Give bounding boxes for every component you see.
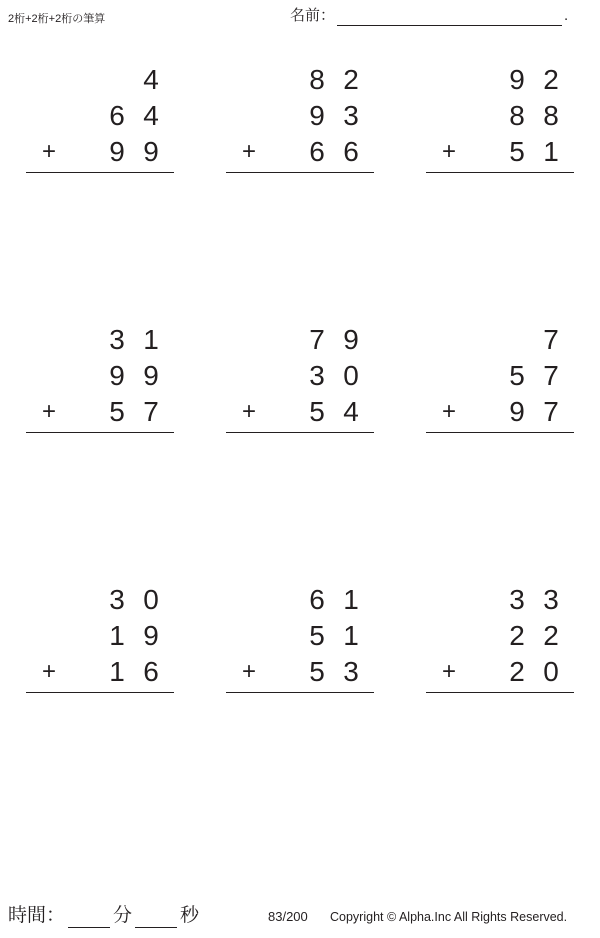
plus-operator: +	[442, 398, 457, 425]
digit-tens: 3	[109, 584, 125, 615]
addend-line-2	[426, 618, 574, 654]
problem-6	[426, 322, 574, 469]
digit-group	[458, 582, 574, 618]
digit-tens: 2	[509, 656, 525, 687]
digit-tens: 1	[109, 656, 125, 687]
digit-tens: 2	[509, 620, 525, 651]
digit-ones: 2	[343, 64, 359, 95]
name-input-line[interactable]	[337, 7, 562, 26]
digit-tens: 9	[309, 100, 325, 131]
plus-operator: +	[242, 138, 257, 165]
problem-grid	[0, 52, 600, 832]
digit-tens: 9	[109, 136, 125, 167]
problem-row	[0, 52, 600, 312]
addend-line-2	[26, 618, 174, 654]
digit-ones: 1	[543, 136, 559, 167]
addend-line-2	[226, 358, 374, 394]
problem-cell	[200, 572, 400, 832]
problem-cell	[400, 312, 600, 572]
answer-line[interactable]	[426, 433, 574, 469]
digit-tens: 5	[309, 396, 325, 427]
digit-group	[458, 134, 574, 170]
plus-operator: +	[242, 658, 257, 685]
problem-7	[26, 582, 174, 729]
addend-line-3	[426, 654, 574, 690]
addend-line-3	[226, 654, 374, 690]
seconds-input-line[interactable]	[135, 905, 177, 928]
digit-ones: 3	[343, 656, 359, 687]
digit-group	[458, 654, 574, 690]
digit-ones: 3	[543, 584, 559, 615]
addend-line-1	[226, 62, 374, 98]
digit-ones: 2	[543, 64, 559, 95]
digit-tens: 9	[109, 360, 125, 391]
digit-tens: 5	[309, 620, 325, 651]
answer-line[interactable]	[26, 173, 174, 209]
digit-group	[58, 618, 174, 654]
digit-group	[58, 582, 174, 618]
name-label: 名前：	[290, 7, 336, 24]
digit-ones: 1	[143, 324, 159, 355]
addend-line-1	[426, 582, 574, 618]
addend-line-3	[226, 394, 374, 430]
addend-line-2	[426, 358, 574, 394]
digit-group	[258, 394, 374, 430]
digit-ones: 1	[343, 620, 359, 651]
digit-group	[58, 322, 174, 358]
digit-group	[258, 582, 374, 618]
digit-ones: 7	[543, 396, 559, 427]
problem-cell	[200, 52, 400, 312]
digit-tens: 3	[309, 360, 325, 391]
addend-line-2	[226, 618, 374, 654]
problem-cell	[0, 52, 200, 312]
problem-cell	[0, 312, 200, 572]
plus-operator: +	[42, 138, 57, 165]
addend-line-3	[26, 654, 174, 690]
plus-operator: +	[42, 398, 57, 425]
digit-tens: 9	[509, 396, 525, 427]
digit-tens: 5	[509, 360, 525, 391]
digit-tens: 3	[109, 324, 125, 355]
digit-group	[258, 654, 374, 690]
addend-line-1	[26, 322, 174, 358]
page-number: 83/200	[268, 909, 308, 924]
addend-line-3	[26, 134, 174, 170]
problem-8	[226, 582, 374, 729]
addend-line-1	[26, 582, 174, 618]
digit-ones: 9	[143, 136, 159, 167]
addend-line-1	[26, 62, 174, 98]
digit-tens: 7	[309, 324, 325, 355]
digit-ones: 4	[143, 100, 159, 131]
digit-tens: 1	[109, 620, 125, 651]
digit-group	[258, 618, 374, 654]
addend-line-3	[426, 134, 574, 170]
digit-group	[58, 358, 174, 394]
digit-group	[458, 394, 574, 430]
addend-line-2	[226, 98, 374, 134]
digit-tens: 8	[309, 64, 325, 95]
digit-tens: 8	[509, 100, 525, 131]
digit-ones: 0	[343, 360, 359, 391]
addend-line-2	[426, 98, 574, 134]
digit-tens: 6	[309, 136, 325, 167]
digit-group	[458, 62, 574, 98]
digit-tens	[100, 62, 134, 98]
minutes-unit-label: 分	[113, 905, 133, 926]
addend-line-3	[226, 134, 374, 170]
digit-group	[258, 62, 374, 98]
problem-row	[0, 572, 600, 832]
digit-group	[58, 62, 174, 98]
digit-group	[58, 654, 174, 690]
digit-group	[458, 358, 574, 394]
digit-ones: 7	[143, 396, 159, 427]
problem-cell	[400, 52, 600, 312]
problem-3	[426, 62, 574, 209]
digit-group	[458, 618, 574, 654]
seconds-unit-label: 秒	[180, 905, 200, 926]
addend-line-1	[426, 322, 574, 358]
time-label: 時間：	[8, 905, 66, 926]
time-field-area	[8, 904, 199, 928]
digit-tens: 5	[109, 396, 125, 427]
digit-group	[458, 98, 574, 134]
answer-line[interactable]	[426, 693, 574, 729]
digit-ones: 0	[143, 584, 159, 615]
digit-ones: 4	[143, 64, 159, 95]
problem-2	[226, 62, 374, 209]
digit-ones: 6	[143, 656, 159, 687]
digit-tens	[500, 322, 534, 358]
page-header	[0, 0, 600, 40]
digit-ones: 6	[343, 136, 359, 167]
digit-tens: 6	[109, 100, 125, 131]
answer-line[interactable]	[26, 693, 174, 729]
answer-line[interactable]	[226, 433, 374, 469]
plus-operator: +	[42, 658, 57, 685]
page-title: 2桁+2桁+2桁の筆算	[8, 13, 106, 25]
problem-9	[426, 582, 574, 729]
digit-tens: 5	[509, 136, 525, 167]
digit-ones: 1	[343, 584, 359, 615]
addend-line-1	[226, 582, 374, 618]
problem-cell	[0, 572, 200, 832]
digit-tens: 5	[309, 656, 325, 687]
digit-ones: 9	[343, 324, 359, 355]
digit-group	[258, 134, 374, 170]
digit-ones: 8	[543, 100, 559, 131]
answer-line[interactable]	[26, 433, 174, 469]
digit-ones: 9	[143, 360, 159, 391]
digit-tens: 6	[309, 584, 325, 615]
problem-4	[26, 322, 174, 469]
digit-ones: 2	[543, 620, 559, 651]
page-footer	[0, 892, 600, 938]
problem-cell	[200, 312, 400, 572]
addend-line-3	[26, 394, 174, 430]
digit-group	[58, 98, 174, 134]
answer-line[interactable]	[226, 693, 374, 729]
plus-operator: +	[442, 658, 457, 685]
digit-group	[258, 98, 374, 134]
digit-tens: 9	[509, 64, 525, 95]
answer-line[interactable]	[426, 173, 574, 209]
digit-ones: 0	[543, 656, 559, 687]
addend-line-1	[226, 322, 374, 358]
digit-ones: 3	[343, 100, 359, 131]
digit-group	[258, 322, 374, 358]
addend-line-1	[426, 62, 574, 98]
minutes-input-line[interactable]	[68, 905, 110, 928]
digit-group	[58, 134, 174, 170]
digit-ones: 9	[143, 620, 159, 651]
digit-ones: 7	[543, 360, 559, 391]
digit-group	[458, 322, 574, 358]
addend-line-2	[26, 358, 174, 394]
name-period: .	[564, 7, 569, 24]
digit-group	[258, 358, 374, 394]
digit-group	[58, 394, 174, 430]
digit-tens: 3	[509, 584, 525, 615]
problem-row	[0, 312, 600, 572]
addend-line-3	[426, 394, 574, 430]
plus-operator: +	[442, 138, 457, 165]
digit-ones: 4	[343, 396, 359, 427]
problem-1	[26, 62, 174, 209]
digit-ones: 7	[543, 324, 559, 355]
name-field-area	[290, 6, 568, 26]
plus-operator: +	[242, 398, 257, 425]
problem-cell	[400, 572, 600, 832]
addend-line-2	[26, 98, 174, 134]
copyright-notice: Copyright © Alpha.Inc All Rights Reserved.	[330, 910, 568, 924]
answer-line[interactable]	[226, 173, 374, 209]
problem-5	[226, 322, 374, 469]
